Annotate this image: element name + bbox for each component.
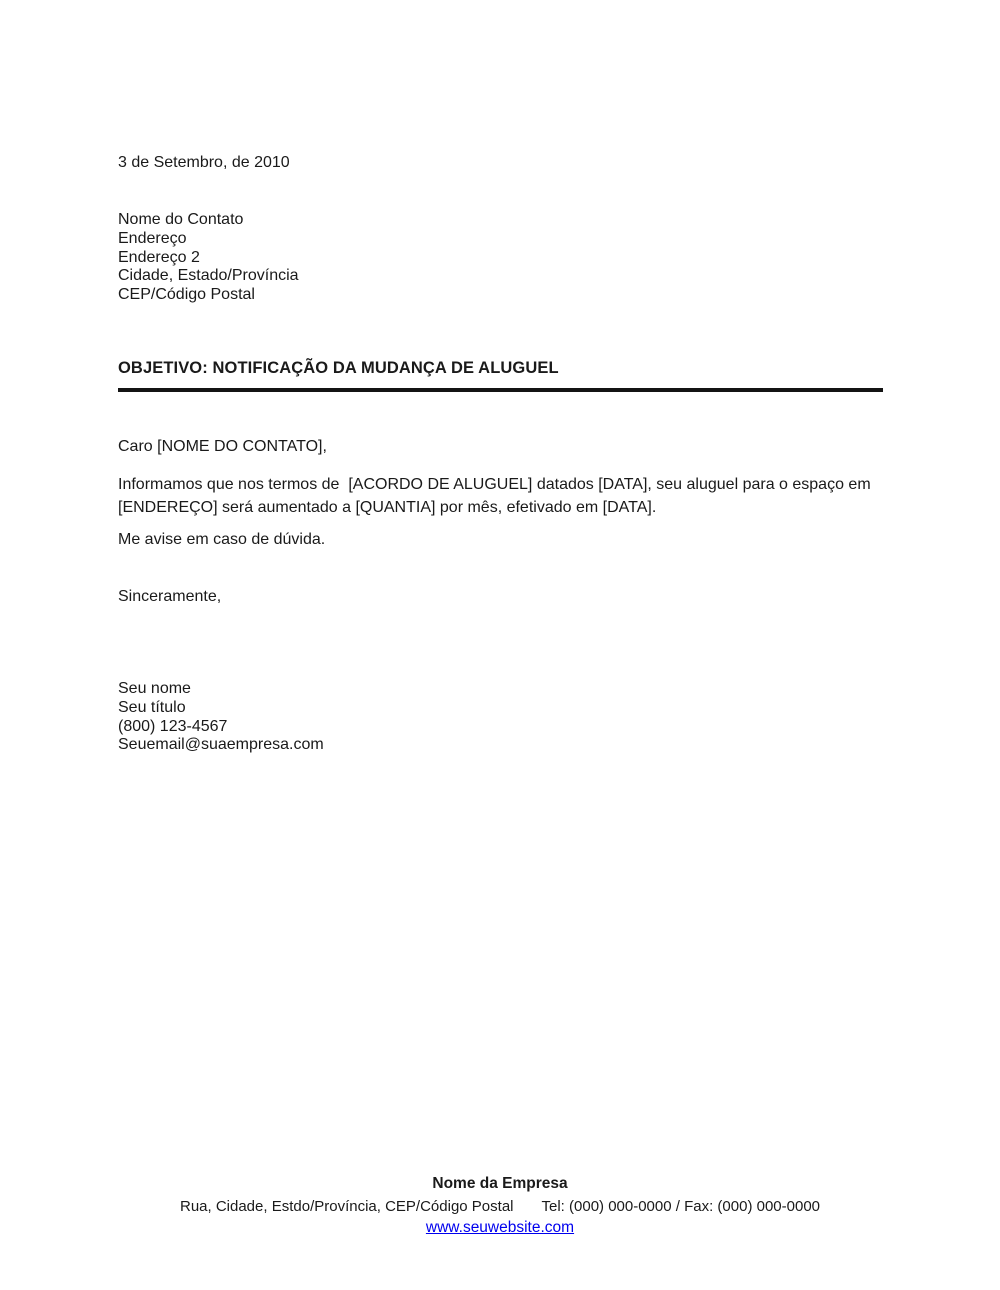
recipient-address-2: Endereço 2: [118, 248, 200, 266]
company-address-line: [0, 1198, 1000, 1215]
sender-email: Seuemail@suaempresa.com: [118, 736, 324, 754]
company-address: Rua, Cidade, Estdo/Província, CEP/Código Postal: [179, 1198, 514, 1215]
sender-phone: (800) 123-4567: [118, 717, 228, 735]
sender-name: Seu nome: [118, 680, 191, 697]
recipient-name: Nome do Contato: [118, 211, 244, 228]
closing-remark: Me avise em caso de dúvida.: [118, 531, 326, 548]
company-name: Nome da Empresa: [432, 1175, 568, 1192]
recipient-postal-code: CEP/Código Postal: [118, 286, 255, 304]
letterhead-footer: [0, 1175, 1000, 1237]
valediction: Sinceramente,: [118, 588, 222, 605]
company-tel-fax: Tel: (000) 000-0000 / Fax: (000) 000-0000: [541, 1198, 821, 1215]
subject-line: OBJETIVO: NOTIFICAÇÃO DA MUDANÇA DE ALUGUEL: [118, 359, 559, 377]
signature-block: [118, 680, 324, 755]
salutation: Caro [NOME DO CONTATO],: [118, 438, 327, 455]
recipient-address-1: Endereço: [118, 229, 187, 247]
recipient-address-block: [118, 211, 299, 305]
sender-title: Seu título: [118, 698, 186, 716]
body-paragraph: Informamos que nos termos de [ACORDO DE ALUGUEL] datados [DATA], seu aluguel para o espaço em [ENDEREÇO] será aumentado a [QUANTIA] por mês, efetivado em [DATA].: [118, 476, 876, 516]
company-website-link[interactable]: www.seuwebsite.com: [425, 1219, 575, 1236]
recipient-city-state: Cidade, Estado/Província: [118, 267, 299, 285]
letter-date: 3 de Setembro, de 2010: [118, 154, 290, 171]
subject-divider-rule: [118, 388, 883, 392]
